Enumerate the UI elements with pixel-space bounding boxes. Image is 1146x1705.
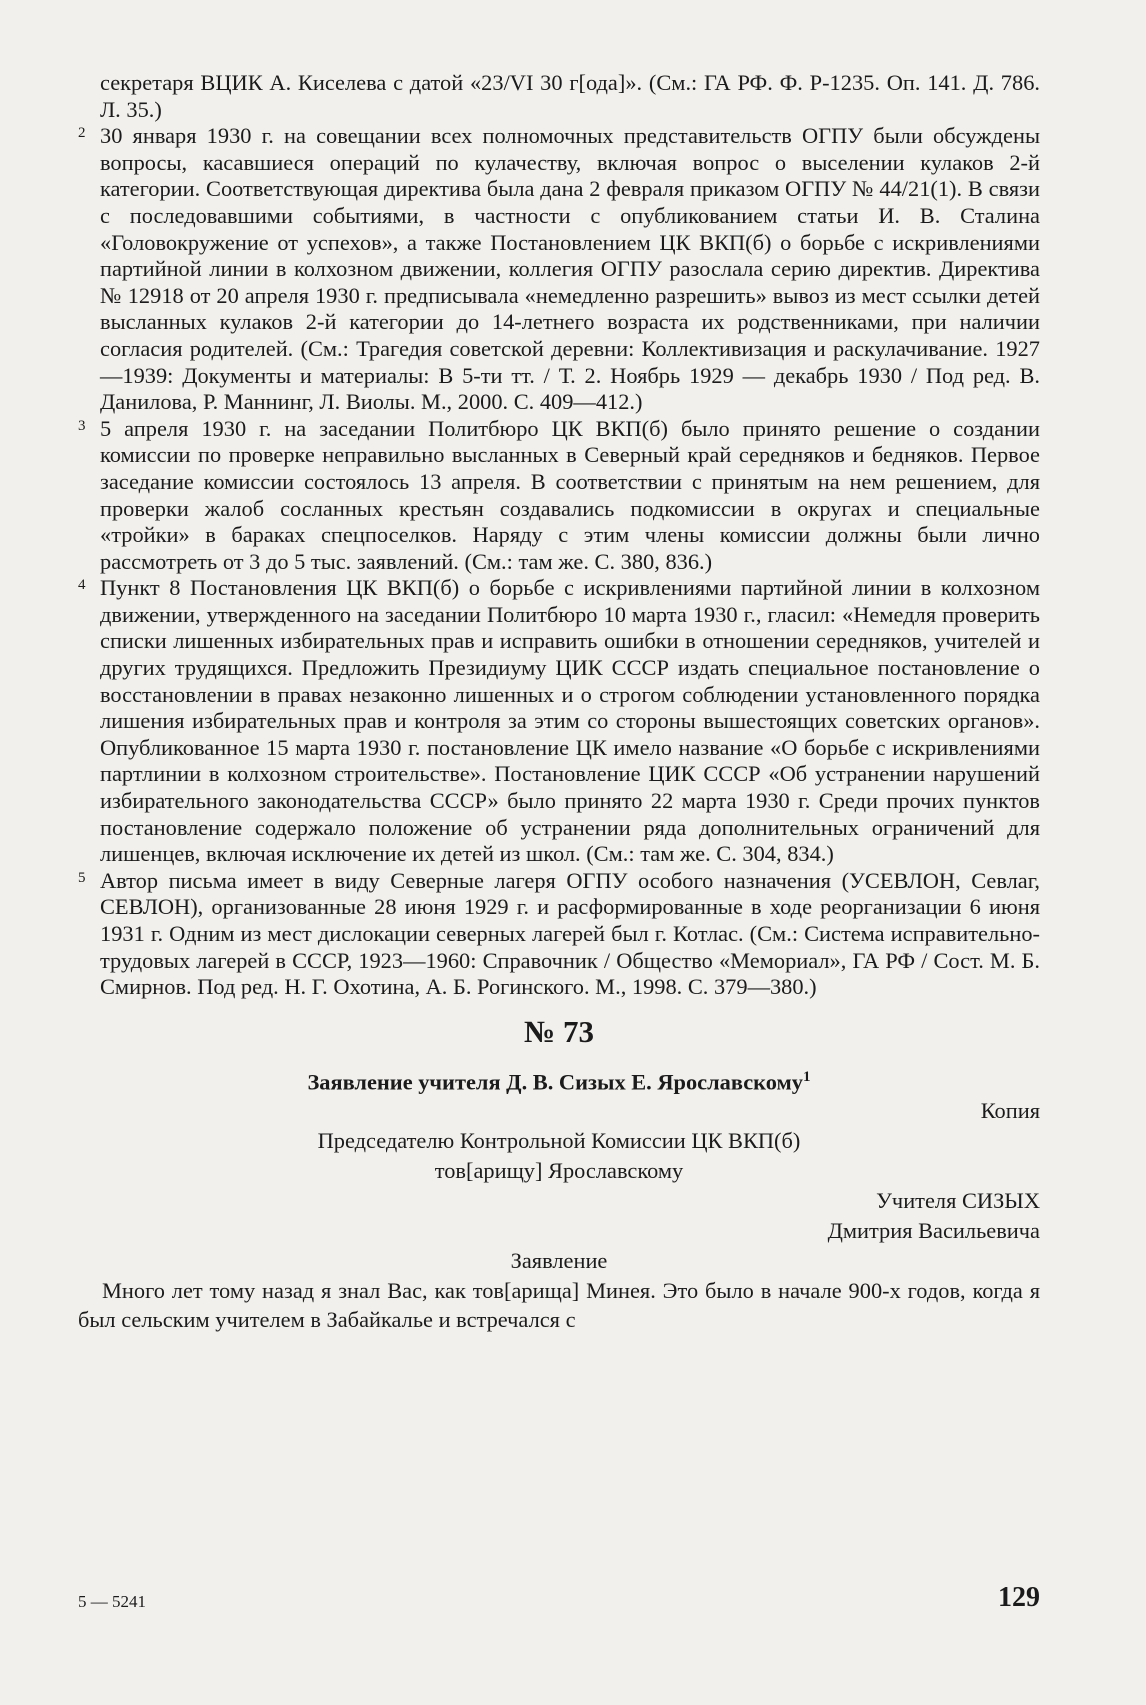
- footnote-5-mark: 5: [78, 869, 86, 886]
- footnote-3-text: 5 апреля 1930 г. на заседании Политбюро ЦК ВКП(б) было принято решение о создании комиссии по проверке неправильно высланных в Северный край середняков и бедняков. Первое заседание комиссии состоялось 13 апреля. В соответствии с принятым на нем решением, для проверки жалоб сосланных крестьян создавались подкомиссии в округах и специальные «тройки» в бараках спецпоселков. Наряду с этим члены комиссии должны были лично рассмотреть от 3 до 5 тыс. заявлений. (См.: там же. С. 380, 836.): [100, 415, 1040, 574]
- addressee-line-2: тов[арищу] Ярославскому: [434, 1158, 684, 1184]
- statement-heading: Заявление: [510, 1248, 608, 1274]
- footnote-4-text: Пункт 8 Постановления ЦК ВКП(б) о борьбе с искривлениями партийной линии в колхозном движении, утвержденного на заседании Политбюро 10 марта 1930 г., гласил: «Немедля проверить списки лишенных избирательных прав и исправить ошибки в отношении середняков, учителей и других трудящихся. Предложить Президиуму ЦИК СССР издать специальное постановление о восстановлении в правах незаконно лишенных и о строгом соблюдении установленного порядка лишения избирательных прав и контроля за этим со стороны вышестоящих советских органов». Опубликованное 15 марта 1930 г. постановление ЦК имело название «О борьбе с искривлениями партлинии в колхозном строительстве». Постановление ЦИК СССР «Об устранении нарушений избирательного законодательства СССР» было принято 22 марта 1930 г. Среди прочих пунктов постановление содержало положение об устранении ряда дополнительных ограничений для лишенцев, включая исключение их детей из школ. (См.: там же. С. 304, 834.): [100, 575, 1040, 867]
- copy-label: Копия: [980, 1098, 1040, 1124]
- document-page: [78, 70, 1040, 1334]
- sender-line-1: Учителя СИЗЫХ: [876, 1188, 1040, 1214]
- footnote-4-mark: 4: [78, 577, 86, 594]
- document-title: [78, 1063, 1040, 1096]
- page-number: 129: [998, 1582, 1040, 1613]
- signature-mark: 5 — 5241: [78, 1592, 146, 1611]
- footnote-3: [78, 416, 1040, 576]
- footnote-1-continuation: секретаря ВЦИК А. Киселева с датой «23/VI 30 г[ода]». (См.: ГА РФ. Ф. Р-1235. Оп. 141. Д. 786. Л. 35.): [100, 70, 1040, 122]
- sender-line-2: Дмитрия Васильевича: [827, 1218, 1040, 1244]
- footnote-4: [78, 575, 1040, 868]
- document-title-footnote-mark: 1: [803, 1068, 811, 1085]
- footnote-5: [78, 868, 1040, 1001]
- footnote-3-mark: 3: [78, 417, 86, 434]
- addressee-line-1: Председателю Контрольной Комиссии ЦК ВКП(б): [317, 1128, 801, 1154]
- page-footer: [78, 1582, 1040, 1622]
- document-number: № 73: [524, 1013, 594, 1049]
- document-title-text: Заявление учителя Д. В. Сизых Е. Ярославскому: [307, 1069, 804, 1095]
- footnote-5-text: Автор письма имеет в виду Северные лагеря ОГПУ особого назначения (УСЕВЛОН, Севлаг, СЕВЛОН), организованные 28 июня 1929 г. и расформированные в ходе реорганизации 6 июня 1931 г. Одним из мест дислокации северных лагерей был г. Котлас. (См.: Система исправительно-трудовых лагерей в СССР, 1923—1960: Справочник / Общество «Мемориал», ГА РФ / Сост. М. Б. Смирнов. Под ред. Н. Г. Охотина, А. Б. Рогинского. М., 1998. С. 379—380.): [100, 867, 1040, 1000]
- footnote-2-mark: 2: [78, 125, 86, 142]
- footnote-2: [78, 123, 1040, 416]
- statement-body: Много лет тому назад я знал Вас, как тов[арища] Минея. Это было в начале 900-х годов, когда я был сельским учителем в Забайкалье и встречался с: [78, 1278, 1040, 1333]
- footnote-2-text: 30 января 1930 г. на совещании всех полномочных представительств ОГПУ были обсуждены вопросы, касавшиеся операций по кулачеству, включая вопрос о выселении кулаков 2-й категории. Соответствующая директива была дана 2 февраля приказом ОГПУ № 44/21(1). В связи с последовавшими событиями, в частности с опубликованием статьи И. В. Сталина «Головокружение от успехов», а также Постановлением ЦК ВКП(б) о борьбе с искривлениями партийной линии в колхозном движении, коллегия ОГПУ разослала серию директив. Директива № 12918 от 20 апреля 1930 г. предписывала «немедленно разрешить» вывоз из мест ссылки детей высланных кулаков 2-й категории до 14-летнего возраста их родственниками, при наличии согласия родителей. (См.: Трагедия советской деревни: Коллективизация и раскулачивание. 1927—1939: Документы и материалы: В 5-ти тт. / Т. 2. Ноябрь 1929 — декабрь 1930 / Под ред. В. Данилова, Р. Маннинг, Л. Виолы. М., 2000. С. 409—412.): [100, 123, 1040, 415]
